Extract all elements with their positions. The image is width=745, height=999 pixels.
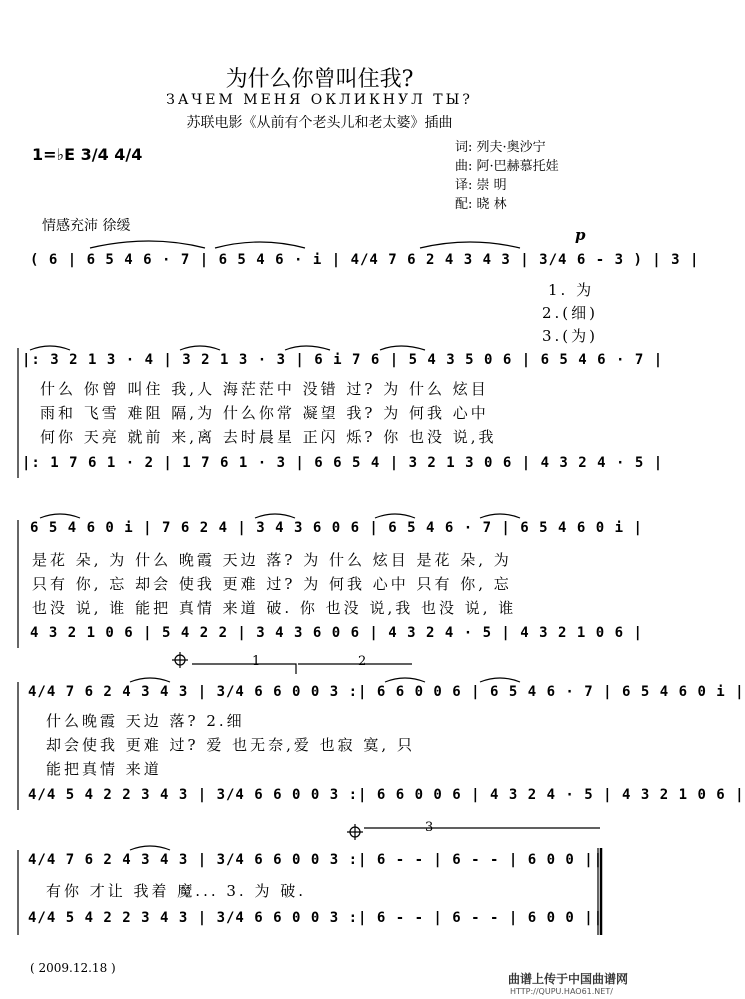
system3-lyric-3: 能把真情 来道 [46, 760, 162, 778]
footer-url: HTTP://QUPU.HAO61.NET/ [510, 987, 613, 996]
credit-translator: 译: 崇 明 [455, 178, 507, 193]
system3-lyric-1: 什么晚霞 天边 落? 2.细 [46, 712, 245, 730]
system2-lyric-1: 是花 朵, 为 什么 晚霞 天边 落? 为 什么 炫目 是花 朵, 为 [32, 551, 512, 569]
russian-title: ЗАЧЕМ МЕНЯ ОКЛИКНУЛ ТЫ? [166, 92, 473, 108]
system1-lyric-1: 什么 你曾 叫住 我,人 海茫茫中 没错 过? 为 什么 炫目 [40, 380, 489, 398]
system3-bass: 4/4 5 4 2 2 3 4 3 | 3/4 6 6 0 0 3 :| 6 6 0 0 6 | 4 3 2 4 · 5 | 4 3 2 1 0 6 | [28, 787, 745, 803]
system4-bass: 4/4 5 4 2 2 3 4 3 | 3/4 6 6 0 0 3 :| 6 - - | 6 - - | 6 0 0 || [28, 910, 604, 926]
system1-bass: |: 1 7 6 1 · 2 | 1 7 6 1 · 3 | 6 6 5 4 | 3 2 1 3 0 6 | 4 3 2 4 · 5 | [22, 455, 664, 471]
verse-start-2: 2.(细) [542, 304, 599, 322]
system3-melody: 4/4 7 6 2 4 3 4 3 | 3/4 6 6 0 0 3 :| 6 6 0 0 6 | 6 5 4 6 · 7 | 6 5 4 6 0 i | [28, 684, 745, 700]
credit-arranger: 配: 晓 林 [455, 197, 507, 212]
ending-2-mark: 2 [358, 654, 367, 669]
system4-lyric-1: 有你 才让 我着 魔... 3. 为 破. [46, 882, 306, 900]
system4-melody: 4/4 7 6 2 4 3 4 3 | 3/4 6 6 0 0 3 :| 6 - - | 6 - - | 6 0 0 || [28, 852, 604, 868]
system2-lyric-2: 只有 你, 忘 却会 使我 更难 过? 为 何我 心中 只有 你, 忘 [32, 575, 512, 593]
tempo-marking: 情感充沛 徐缓 [42, 218, 131, 234]
system2-bass: 4 3 2 1 0 6 | 5 4 2 2 | 3 4 3 6 0 6 | 4 3 2 4 · 5 | 4 3 2 1 0 6 | [30, 625, 643, 641]
system1-lyric-2: 雨和 飞雪 难阻 隔,为 什么你常 凝望 我? 为 何我 心中 [40, 404, 489, 422]
system3-lyric-2: 却会使我 更难 过? 爱 也无奈,爱 也寂 寞, 只 [46, 736, 415, 754]
ending-1-mark: 1 [252, 654, 261, 669]
verse-start-1: 1. 为 [548, 281, 595, 299]
dynamic-marking: p [575, 226, 586, 244]
system2-lyric-3: 也没 说, 谁 能把 真情 来道 破. 你 也没 说,我 也没 说, 谁 [32, 599, 517, 617]
credit-lyricist: 词: 列夫·奥沙宁 [455, 140, 546, 155]
system1-lyric-3: 何你 天亮 就前 来,离 去时晨星 正闪 烁? 你 也没 说,我 [40, 428, 497, 446]
footer-site: 曲谱上传于中国曲谱网 [508, 972, 629, 986]
verse-start-3: 3.(为) [542, 327, 599, 345]
film-subtitle: 苏联电影《从前有个老头儿和老太婆》插曲 [186, 115, 453, 131]
song-title: 为什么你曾叫住我? [225, 67, 414, 92]
ending-3-mark: 3 [425, 820, 434, 835]
key-signature: 1=♭E 3/4 4/4 [32, 145, 143, 164]
date: ( 2009.12.18 ) [30, 961, 116, 975]
intro-notes: ( 6 | 6 5 4 6 · 7 | 6 5 4 6 · i | 4/4 7 6 2 4 3 4 3 | 3/4 6 - 3 ) | 3 | [30, 252, 700, 268]
system1-melody: |: 3 2 1 3 · 4 | 3 2 1 3 · 3 | 6 i 7 6 | 5 4 3 5 0 6 | 6 5 4 6 · 7 | [22, 352, 664, 368]
credit-composer: 曲: 阿·巴赫慕托娃 [455, 159, 559, 174]
system2-melody: 6 5 4 6 0 i | 7 6 2 4 | 3 4 3 6 0 6 | 6 5 4 6 · 7 | 6 5 4 6 0 i | [30, 520, 643, 536]
